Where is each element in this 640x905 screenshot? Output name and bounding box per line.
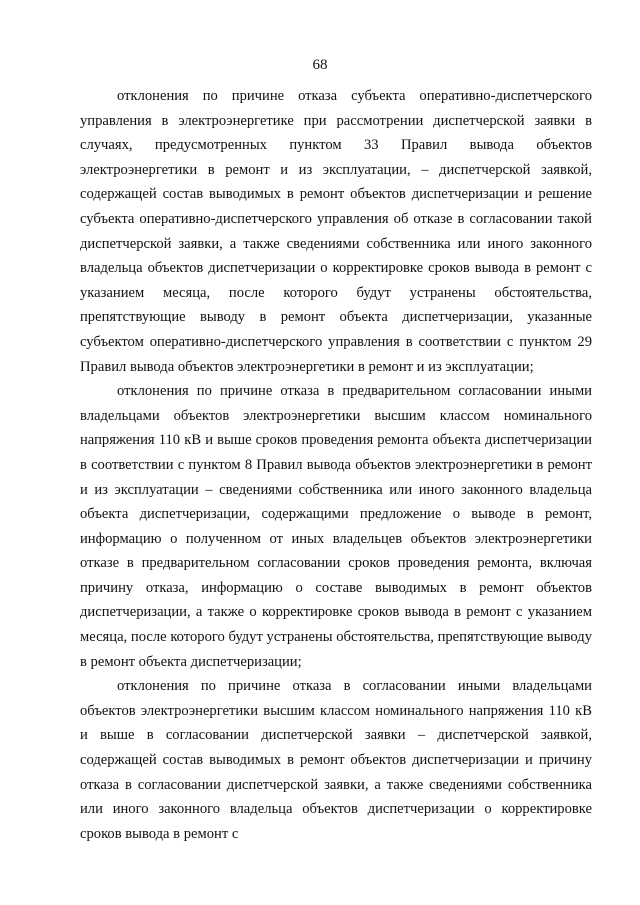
- document-body: [80, 84, 592, 846]
- paragraph: отклонения по причине отказа в согласовании иными владельцами объектов электроэнергетики высшим классом номинального напряжения 110 кВ и выше в согласовании диспетчерской заявки – диспетчерской заявкой, содержащей состав выводимых в ремонт объектов диспетчеризации и причину отказа в согласовании диспетчерской заявки, а также сведениями собственника или иного законного владельца объектов диспетчеризации о корректировке сроков вывода в ремонт с: [80, 678, 592, 842]
- paragraph: отклонения по причине отказа субъекта оперативно-диспетчерского управления в электроэнергетике при рассмотрении диспетчерской заявки в случаях, предусмотренных пунктом 33 Правил вывода объектов электроэнергетики в ремонт и из эксплуатации, – диспетчерской заявкой, содержащей состав выводимых в ремонт объектов диспетчеризации и решение субъекта оперативно-диспетчерского управления об отказе в согласовании такой диспетчерской заявки, а также сведениями собственника или иного законного владельца объектов диспетчеризации о корректировке сроков вывода в ремонт с указанием месяца, после которого будут устранены обстоятельства, препятствующие выводу в ремонт объекта диспетчеризации, указанные субъектом оперативно-диспетчерского управления в соответствии с пунктом 29 Правил вывода объектов электроэнергетики в ремонт и из эксплуатации;: [80, 88, 592, 375]
- page-number: 68: [312, 57, 328, 73]
- paragraph: отклонения по причине отказа в предварительном согласовании иными владельцами объектов электроэнергетики высшим классом номинального напряжения 110 кВ и выше сроков проведения ремонта объекта диспетчеризации в соответствии с пунктом 8 Правил вывода объектов электроэнергетики в ремонт и из эксплуатации – сведениями собственника или иного законного владельца объекта диспетчеризации, содержащими предложение о выводе в ремонт, информацию о полученном от иных владельцев объектов электроэнергетики отказе в предварительном согласовании сроков проведения ремонта, включая причину отказа, информацию о составе выводимых в ремонт объектов диспетчеризации, а также о корректировке сроков вывода в ремонт с указанием месяца, после которого будут устранены обстоятельства, препятствующие выводу в ремонт объекта диспетчеризации;: [80, 383, 592, 670]
